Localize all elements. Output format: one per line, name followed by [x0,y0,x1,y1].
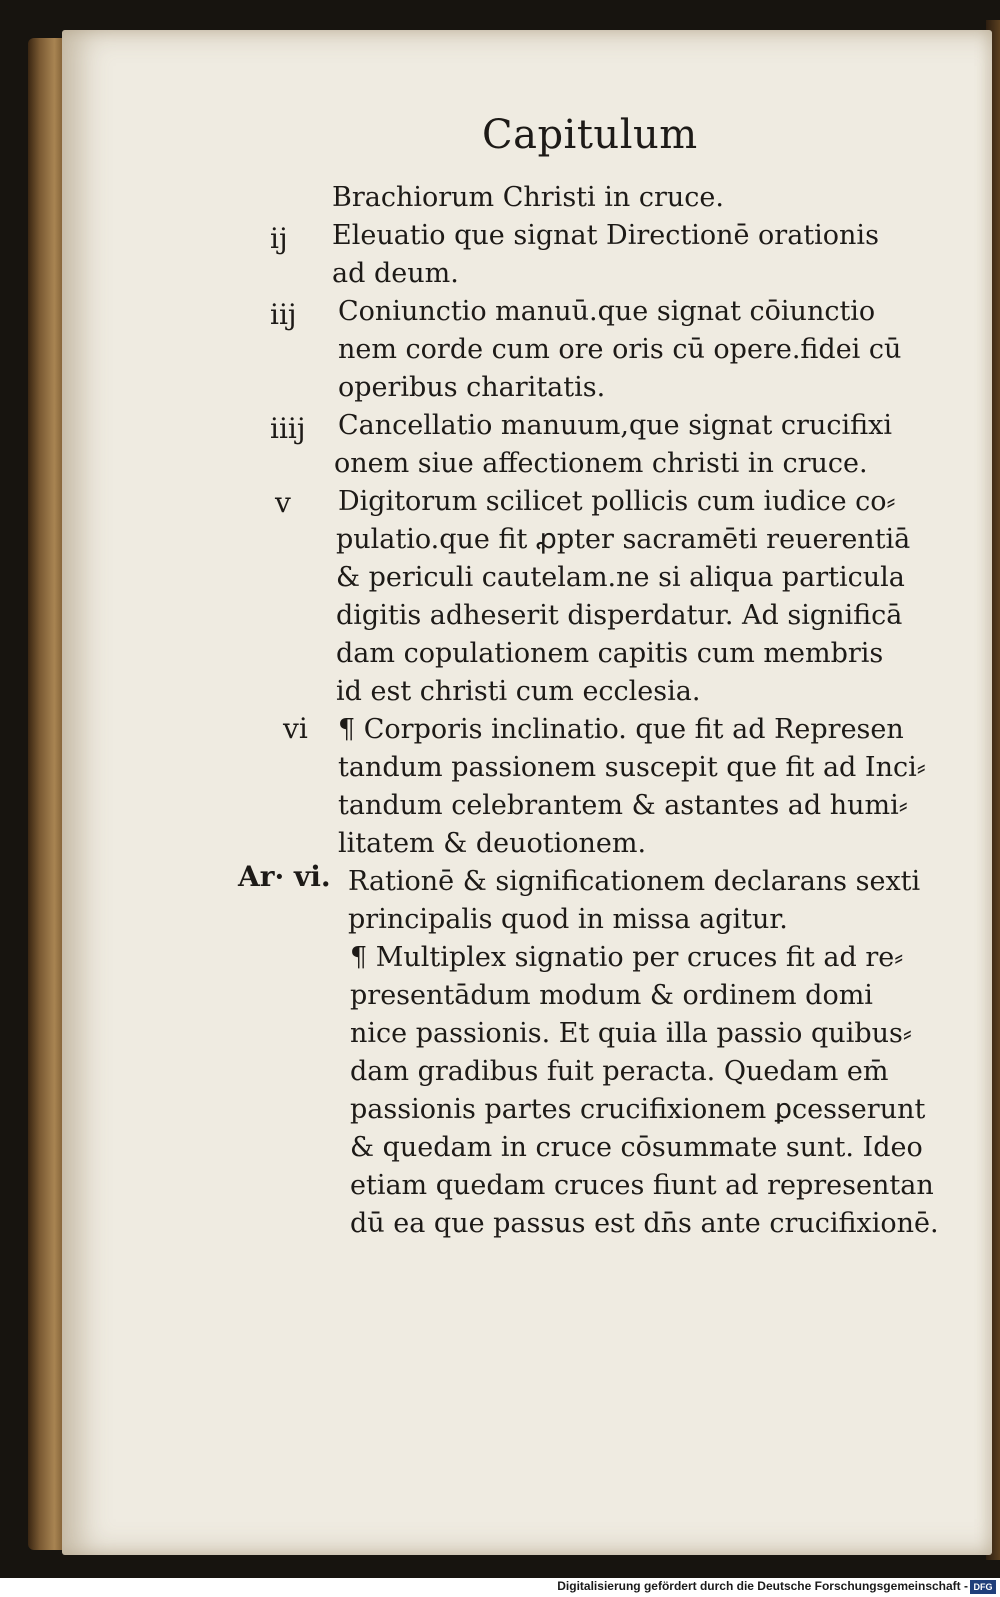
footer-bar [0,1578,1000,1597]
margin-number: iij [270,298,297,331]
margin-number: vi [283,712,308,745]
page-heading: Capitulum [482,112,698,158]
text-line: onem siue affectionem christi in cruce. [334,448,868,479]
funding-credit: Digitalisierung gefördert durch die Deutsche Forschungsgemeinschaft - [557,1579,968,1593]
text-line: Digitorum scilicet pollicis cum iudice co⸗ [338,486,896,517]
text-line: operibus charitatis. [338,372,606,403]
text-line: & periculi cautelam.ne si aliqua particula [336,562,905,593]
text-line: Coniunctio manuū.que signat cōiunctio [338,296,876,327]
text-line: nem corde cum ore oris cū opere.fidei cū [338,334,902,365]
text-line: passionis partes crucifixionem ꝑcesserunt [350,1094,926,1125]
text-line: Brachiorum Christi in cruce. [332,182,724,213]
text-line: principalis quod in missa agitur. [348,904,788,935]
dfg-logo: DFG [970,1580,996,1594]
text-line: dū ea que passus est dn̄s ante crucifixionē. [350,1208,939,1239]
text-line: dam copulationem capitis cum membris [336,638,884,669]
text-line: Rationē & significationem declarans sexti [348,866,921,897]
text-line: presentādum modum & ordinem domi [350,980,873,1011]
margin-number: iiij [270,412,306,445]
text-line: pulatio.que fit ꝓpter sacramēti reuerentiā [336,524,911,555]
margin-number: v [275,486,291,519]
text-line: tandum passionem suscepit que fit ad Inci⸗ [338,752,926,783]
text-line: ¶ Multiplex signatio per cruces fit ad re⸗ [350,942,904,973]
text-line: Eleuatio que signat Directionē orationis [332,220,879,251]
text-line: id est christi cum ecclesia. [336,676,701,707]
text-line: Cancellatio manuum,que signat crucifixi [338,410,892,441]
text-line: dam gradibus fuit peracta. Quedam em̄ [350,1056,889,1087]
article-number: Ar· vi. [238,860,331,893]
text-line: etiam quedam cruces fiunt ad representan [350,1170,934,1201]
text-line: tandum celebrantem & astantes ad humi⸗ [338,790,908,821]
text-line: litatem & deuotionem. [338,828,647,859]
text-line: & quedam in cruce cōsummate sunt. Ideo [350,1132,923,1163]
text-line: ad deum. [332,258,459,289]
text-line: ¶ Corporis inclinatio. que fit ad Represen [338,714,904,745]
text-line: nice passionis. Et quia illa passio quibus⸗ [350,1018,912,1049]
text-line: digitis adheserit disperdatur. Ad significā [336,600,903,631]
margin-number: ij [270,222,288,255]
